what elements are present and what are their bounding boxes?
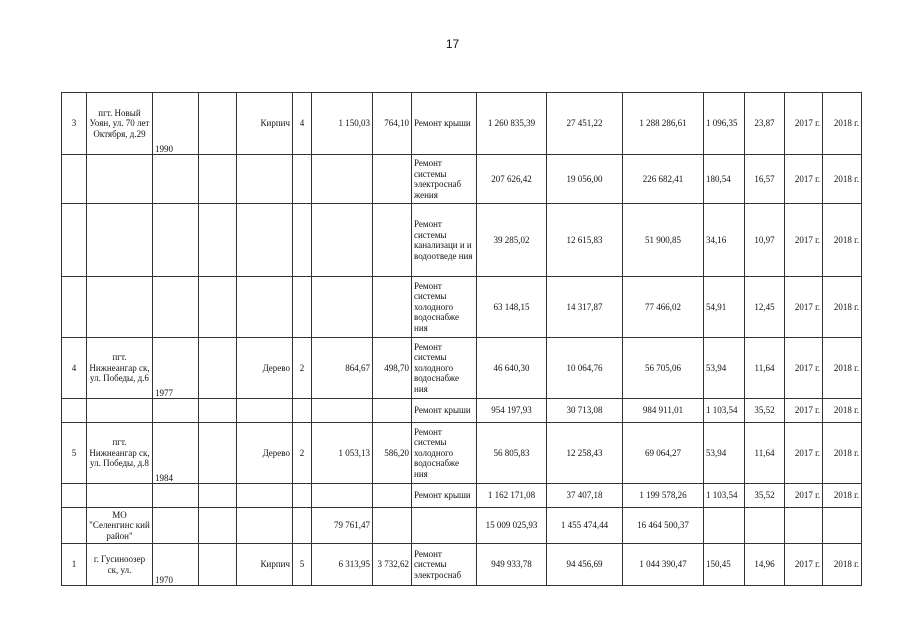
- cell-address: пгт. Новый Уоян, ул. 70 лет Октября, д.29: [87, 93, 153, 155]
- cell-material: [237, 277, 293, 338]
- cell-start: 2017 г.: [785, 155, 823, 204]
- cell-end: 2018 г.: [823, 93, 862, 155]
- cell-blank: [199, 399, 237, 423]
- cell-area-total: 1 053,13: [312, 423, 373, 484]
- cell-per-m2-1: 150,45: [704, 544, 745, 586]
- cell-address: пгт. Нижнеангар ск, ул. Победы, д.6: [87, 338, 153, 399]
- cell-start: [785, 508, 823, 544]
- cell-cost-1: 1 162 171,08: [477, 484, 547, 508]
- cell-per-m2-1: 34,16: [704, 204, 745, 277]
- cell-floors: [293, 155, 312, 204]
- cell-per-m2-1: [704, 508, 745, 544]
- cell-start: 2017 г.: [785, 277, 823, 338]
- cell-area-total: [312, 277, 373, 338]
- cell-no: [62, 277, 87, 338]
- cell-area-living: [373, 508, 412, 544]
- cell-material: [237, 399, 293, 423]
- cell-cost-1: 949 933,78: [477, 544, 547, 586]
- table-row: [62, 399, 862, 423]
- cell-area-living: 586,20: [373, 423, 412, 484]
- page-number: 17: [445, 37, 460, 51]
- cell-cost-total: 69 064,27: [623, 423, 704, 484]
- cell-per-m2-1: 1 103,54: [704, 399, 745, 423]
- cell-blank: [199, 277, 237, 338]
- cell-cost-2: 10 064,76: [547, 338, 623, 399]
- cell-cost-1: 207 626,42: [477, 155, 547, 204]
- cell-address: [87, 484, 153, 508]
- cell-per-m2-1: 54,91: [704, 277, 745, 338]
- cell-cost-2: 19 056,00: [547, 155, 623, 204]
- cell-material: Кирпич: [237, 544, 293, 586]
- cell-material: Дерево: [237, 423, 293, 484]
- cell-area-living: [373, 204, 412, 277]
- cell-work: Ремонт системы канализаци и и водоотведе ния: [412, 204, 477, 277]
- cell-blank: [199, 508, 237, 544]
- cell-area-living: [373, 484, 412, 508]
- cell-cost-1: 39 285,02: [477, 204, 547, 277]
- cell-cost-2: 37 407,18: [547, 484, 623, 508]
- cell-year: [153, 204, 199, 277]
- cell-floors: [293, 508, 312, 544]
- table-row: [62, 93, 862, 155]
- table-row: [62, 277, 862, 338]
- cell-floors: 2: [293, 338, 312, 399]
- cell-per-m2-2: 35,52: [745, 484, 785, 508]
- cell-cost-2: 27 451,22: [547, 93, 623, 155]
- cell-work: Ремонт системы холодного водоснабже ния: [412, 338, 477, 399]
- cell-work: Ремонт крыши: [412, 93, 477, 155]
- cell-blank: [199, 544, 237, 586]
- cell-no: 4: [62, 338, 87, 399]
- table-row: [62, 155, 862, 204]
- cell-area-total: 1 150,03: [312, 93, 373, 155]
- cell-no: [62, 204, 87, 277]
- cell-address: [87, 399, 153, 423]
- cell-blank: [199, 204, 237, 277]
- cell-cost-total: 984 911,01: [623, 399, 704, 423]
- cell-floors: 2: [293, 423, 312, 484]
- cell-end: [823, 508, 862, 544]
- cell-end: 2018 г.: [823, 399, 862, 423]
- cell-start: 2017 г.: [785, 93, 823, 155]
- cell-year: 1970: [153, 544, 199, 586]
- cell-cost-1: 46 640,30: [477, 338, 547, 399]
- cell-area-living: [373, 277, 412, 338]
- cell-cost-2: 12 258,43: [547, 423, 623, 484]
- cell-no: [62, 508, 87, 544]
- cell-work: Ремонт системы электроснаб жения: [412, 155, 477, 204]
- cell-address: [87, 155, 153, 204]
- cell-blank: [199, 423, 237, 484]
- cell-area-living: [373, 155, 412, 204]
- cell-floors: [293, 399, 312, 423]
- cell-cost-total: 1 044 390,47: [623, 544, 704, 586]
- cell-blank: [199, 338, 237, 399]
- cell-cost-2: 14 317,87: [547, 277, 623, 338]
- cell-end: 2018 г.: [823, 544, 862, 586]
- cell-blank: [199, 155, 237, 204]
- cell-end: 2018 г.: [823, 155, 862, 204]
- cell-area-total: [312, 155, 373, 204]
- cell-end: 2018 г.: [823, 423, 862, 484]
- cell-material: [237, 155, 293, 204]
- cell-per-m2-1: 1 103,54: [704, 484, 745, 508]
- cell-work: [412, 508, 477, 544]
- cell-area-total: 79 761,47: [312, 508, 373, 544]
- cell-cost-1: 15 009 025,93: [477, 508, 547, 544]
- cell-start: 2017 г.: [785, 338, 823, 399]
- cell-work: Ремонт системы холодного водоснабже ния: [412, 277, 477, 338]
- cell-material: [237, 508, 293, 544]
- cell-cost-1: 56 805,83: [477, 423, 547, 484]
- cell-cost-total: 1 288 286,61: [623, 93, 704, 155]
- cell-area-living: 3 732,62: [373, 544, 412, 586]
- table-row: [62, 204, 862, 277]
- cell-year: 1977: [153, 338, 199, 399]
- cell-cost-total: 1 199 578,26: [623, 484, 704, 508]
- cell-year: 1984: [153, 423, 199, 484]
- table-row: [62, 423, 862, 484]
- cell-end: 2018 г.: [823, 484, 862, 508]
- cell-work: Ремонт системы холодного водоснабже ния: [412, 423, 477, 484]
- cell-year: [153, 399, 199, 423]
- cell-no: [62, 399, 87, 423]
- table-row: [62, 338, 862, 399]
- cell-per-m2-2: 23,87: [745, 93, 785, 155]
- cell-floors: [293, 204, 312, 277]
- cell-floors: 5: [293, 544, 312, 586]
- cell-start: 2017 г.: [785, 544, 823, 586]
- cell-cost-2: 94 456,69: [547, 544, 623, 586]
- cell-start: 2017 г.: [785, 204, 823, 277]
- cell-year: [153, 484, 199, 508]
- cell-cost-total: 16 464 500,37: [623, 508, 704, 544]
- cell-per-m2-1: 53,94: [704, 423, 745, 484]
- cell-cost-2: 12 615,83: [547, 204, 623, 277]
- cell-area-total: [312, 484, 373, 508]
- cell-cost-total: 51 900,85: [623, 204, 704, 277]
- cell-start: 2017 г.: [785, 423, 823, 484]
- cell-end: 2018 г.: [823, 204, 862, 277]
- cell-cost-2: 30 713,08: [547, 399, 623, 423]
- table-row: [62, 544, 862, 586]
- cell-no: [62, 484, 87, 508]
- table-row: [62, 484, 862, 508]
- cell-address: [87, 277, 153, 338]
- cell-cost-1: 954 197,93: [477, 399, 547, 423]
- cell-area-total: [312, 399, 373, 423]
- cell-work: Ремонт системы электроснаб: [412, 544, 477, 586]
- cell-area-living: 498,70: [373, 338, 412, 399]
- cell-per-m2-2: 10,97: [745, 204, 785, 277]
- cell-per-m2-2: 11,64: [745, 338, 785, 399]
- cell-per-m2-2: 11,64: [745, 423, 785, 484]
- cell-year: [153, 155, 199, 204]
- repair-table: [61, 92, 862, 586]
- cell-end: 2018 г.: [823, 338, 862, 399]
- cell-address: пгт. Нижнеангар ск, ул. Победы, д.8: [87, 423, 153, 484]
- cell-per-m2-1: 180,54: [704, 155, 745, 204]
- cell-per-m2-2: 35,52: [745, 399, 785, 423]
- cell-per-m2-2: 12,45: [745, 277, 785, 338]
- cell-area-total: 6 313,95: [312, 544, 373, 586]
- cell-end: 2018 г.: [823, 277, 862, 338]
- cell-floors: 4: [293, 93, 312, 155]
- cell-work: Ремонт крыши: [412, 484, 477, 508]
- cell-no: [62, 155, 87, 204]
- cell-area-living: 764,10: [373, 93, 412, 155]
- cell-cost-total: 77 466,02: [623, 277, 704, 338]
- cell-area-total: 864,67: [312, 338, 373, 399]
- table-row: [62, 508, 862, 544]
- cell-per-m2-1: 1 096,35: [704, 93, 745, 155]
- cell-address: г. Гусиноозер ск, ул.: [87, 544, 153, 586]
- cell-material: Кирпич: [237, 93, 293, 155]
- cell-no: 3: [62, 93, 87, 155]
- cell-work: Ремонт крыши: [412, 399, 477, 423]
- cell-per-m2-1: 53,94: [704, 338, 745, 399]
- cell-area-total: [312, 204, 373, 277]
- cell-blank: [199, 484, 237, 508]
- cell-cost-total: 56 705,06: [623, 338, 704, 399]
- cell-year: 1990: [153, 93, 199, 155]
- cell-no: 5: [62, 423, 87, 484]
- cell-floors: [293, 484, 312, 508]
- cell-start: 2017 г.: [785, 399, 823, 423]
- cell-start: 2017 г.: [785, 484, 823, 508]
- cell-cost-1: 1 260 835,39: [477, 93, 547, 155]
- cell-material: Дерево: [237, 338, 293, 399]
- cell-cost-2: 1 455 474,44: [547, 508, 623, 544]
- cell-no: 1: [62, 544, 87, 586]
- cell-cost-1: 63 148,15: [477, 277, 547, 338]
- cell-address: [87, 204, 153, 277]
- cell-year: [153, 277, 199, 338]
- cell-per-m2-2: [745, 508, 785, 544]
- cell-per-m2-2: 14,96: [745, 544, 785, 586]
- cell-year: [153, 508, 199, 544]
- cell-blank: [199, 93, 237, 155]
- cell-cost-total: 226 682,41: [623, 155, 704, 204]
- cell-material: [237, 204, 293, 277]
- cell-floors: [293, 277, 312, 338]
- cell-per-m2-2: 16,57: [745, 155, 785, 204]
- cell-address: МО "Селенгинс кий район": [87, 508, 153, 544]
- cell-area-living: [373, 399, 412, 423]
- cell-material: [237, 484, 293, 508]
